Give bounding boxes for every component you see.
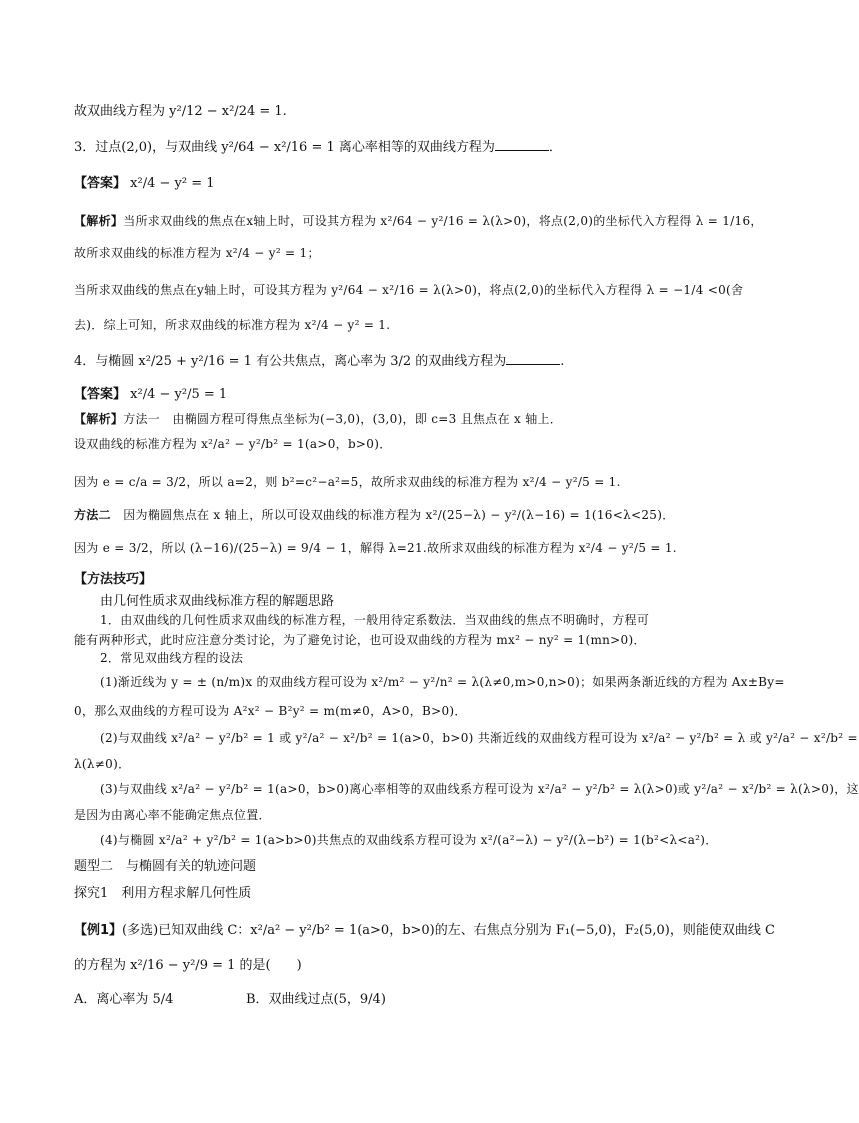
option-b[interactable]: B．双曲线过点(5，9/4) (246, 992, 386, 1007)
tips-line-10: (4)与椭圆 x²/a² + y²/b² = 1(a>b>0)共焦点的双曲线系方程可设为 x²/(a²−λ) − y²/(λ−b²) = 1(b²<λ<a²)． (100, 833, 718, 847)
question-4: 4．与椭圆 x²/25 + y²/16 = 1 有公共焦点，离心率为 3/2 的双曲线方程为 . (74, 354, 565, 369)
tips-line-9: 是因为由离心率不能确定焦点位置． (74, 808, 271, 822)
example-1-line-2: 的方程为 x²/16 − y²/9 = 1 的是( ) (74, 958, 302, 973)
line-1: 故双曲线方程为 y²/12 − x²/24 = 1. (74, 104, 287, 119)
analysis-line-4c: 因为 e = c/a = 3/2，所以 a=2，则 b²=c²−a²=5，故所求双曲线的标准方程为 x²/4 − y²/5 = 1. (74, 475, 621, 489)
analysis-line-4e: 因为 e = 3/2，所以 (λ−16)/(25−λ) = 9/4 − 1，解得 λ=21.故所求双曲线的标准方程为 x²/4 − y²/5 = 1. (74, 541, 677, 555)
answer-blank (506, 352, 560, 365)
tips-line-5: 0，那么双曲线的方程可设为 A²x² − B²y² = m(m≠0，A>0，B>0)． (74, 704, 467, 718)
answer-tag: 【答案】 (74, 176, 127, 191)
analysis-line-4d: 方法二 因为椭圆焦点在 x 轴上，所以可设双曲线的标准方程为 x²/(25−λ) − y²/(λ−16) = 1(16<λ<25)． (74, 508, 675, 522)
analysis-tag: 【解析】 (74, 412, 124, 426)
tips-line-8: (3)与双曲线 x²/a² − y²/b² = 1(a>0，b>0)离心率相等的双曲线系方程可设为 x²/a² − y²/b² = λ(λ>0)或 y²/a² − x²/b² = λ(λ>0)，这 (100, 782, 859, 796)
analysis-line-3b: 故所求双曲线的标准方程为 x²/4 − y² = 1； (74, 246, 320, 260)
analysis-line-3d: 去)．综上可知，所求双曲线的标准方程为 x²/4 − y² = 1. (74, 318, 391, 332)
tips-line-7: λ(λ≠0)． (74, 757, 131, 771)
section-heading-type-2: 题型二 与椭圆有关的轨迹问题 (74, 859, 257, 874)
tips-line-6: (2)与双曲线 x²/a² − y²/b² = 1 或 y²/a² − x²/b² = 1(a>0，b>0) 共渐近线的双曲线方程可设为 x²/a² − y²/b² = λ 或 y²/a² − x²/b² = (100, 731, 858, 745)
question-3: 3．过点(2,0)，与双曲线 y²/64 − x²/16 = 1 离心率相等的双曲线方程为 ． (74, 140, 562, 155)
option-a[interactable]: A．离心率为 5/4 (74, 992, 174, 1007)
example-1-line-1: 【例1】(多选)已知双曲线 C：x²/a² − y²/b² = 1(a>0，b>0)的左、右焦点分别为 F₁(−5,0)，F₂(5,0)，则能使双曲线 C (74, 923, 775, 938)
method-tips-heading: 【方法技巧】 (74, 572, 153, 587)
answer-blank (495, 138, 549, 151)
example-tag: 【例1】 (74, 923, 123, 938)
tips-subtitle: 由几何性质求双曲线标准方程的解题思路 (100, 594, 335, 609)
answer-line-4: 【答案】 x²/4 − y²/5 = 1 (74, 387, 228, 402)
tips-line-4: (1)渐近线为 y = ± (n/m)x 的双曲线方程可设为 x²/m² − y²/n² = λ(λ≠0,m>0,n>0)；如果两条渐近线的方程为 Ax±By= (100, 675, 785, 689)
analysis-tag: 【解析】 (74, 214, 124, 228)
tips-line-3: 2．常见双曲线方程的设法 (100, 651, 244, 665)
tips-line-2: 能有两种形式，此时应注意分类讨论，为了避免讨论，也可设双曲线的方程为 mx² − ny² = 1(mn>0)． (74, 633, 646, 647)
answer-tag: 【答案】 (74, 387, 127, 402)
analysis-line-4b: 设双曲线的标准方程为 x²/a² − y²/b² = 1(a>0，b>0)． (74, 437, 392, 451)
answer-line-3: 【答案】 x²/4 − y² = 1 (74, 176, 215, 191)
tips-line-1: 1．由双曲线的几何性质求双曲线的标准方程，一般用待定系数法．当双曲线的焦点不明确时，方程可 (100, 613, 650, 627)
explore-heading-1: 探究1 利用方程求解几何性质 (74, 886, 252, 901)
analysis-line-4a: 【解析】方法一 由椭圆方程可得焦点坐标为(−3,0)，(3,0)，即 c=3 且焦点在 x 轴上． (74, 412, 563, 426)
method-two-label: 方法二 (74, 508, 111, 522)
analysis-line-3c: 当所求双曲线的焦点在y轴上时，可设其方程为 y²/64 − x²/16 = λ(λ>0)，将点(2,0)的坐标代入方程得 λ = −1/4 <0(舍 (74, 283, 744, 297)
analysis-line-3a: 【解析】当所求双曲线的焦点在x轴上时，可设其方程为 x²/64 − y²/16 = λ(λ>0)，将点(2,0)的坐标代入方程得 λ = 1/16， (74, 214, 763, 228)
